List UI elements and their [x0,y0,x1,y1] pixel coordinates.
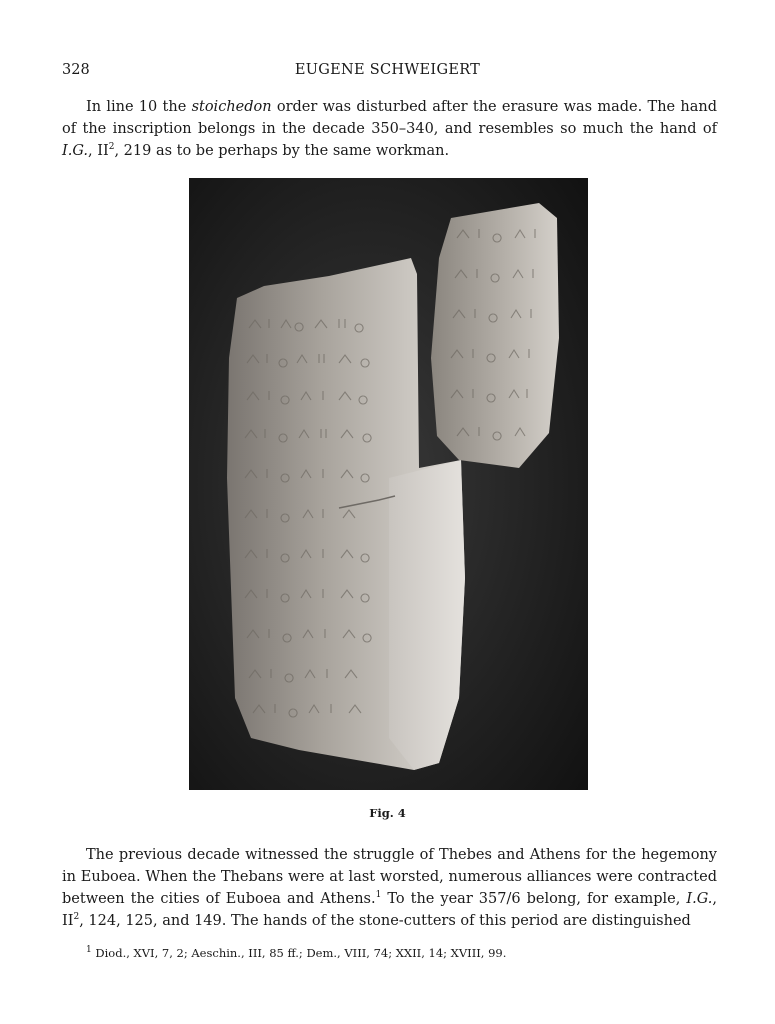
figure-photograph [189,178,588,790]
para1-text-4: , 219 as to be perhaps by the same workman. [114,143,450,159]
running-head: EUGENE SCHWEIGERT [294,62,481,78]
para2-superscript: 2 [73,912,80,923]
stone-fragment-small [431,203,559,468]
figure-caption: Fig. 4 [369,806,406,820]
para1-text-3: , II [88,143,109,159]
para2-text-1: The previous decade witnessed the struggle of Thebes and Athens for the hegemony in Euboea. When the Thebans were at last worsted, numerous alliances were contracted between the cities of Euboea and Athens. [62,847,717,907]
footnote-marker: 1 [86,945,92,956]
paragraph-1 [62,96,717,162]
para1-superscript: 2 [108,142,115,153]
paragraph-2 [62,844,717,932]
inscription-photo-illustration [189,178,588,790]
para1-text-1: In line 10 the [86,99,192,115]
para2-text-4: , 124, 125, and 149. The hands of the stone-cutters of this period are distinguished [79,913,691,929]
para2-text-2: To the year 357/6 belong, for example, [381,891,687,907]
page-number: 328 [62,62,90,78]
footnote [86,944,726,962]
para2-footnote-ref: 1 [375,890,382,901]
para1-text-2: order was disturbed after the erasure was made. The hand of the inscription belongs in the decade 350–340, and resembles so much the hand of [62,99,717,137]
para1-italic-stoichedon: stoichedon [191,99,272,115]
para2-text-3: , II [62,891,718,929]
para1-italic-ig: I.G. [62,143,89,159]
footnote-text: Diod., XVI, 7, 2; Aeschin., III, 85 ff.; Dem., VIII, 74; XXII, 14; XVIII, 99. [91,946,507,960]
para2-italic-ig: I.G. [686,891,713,907]
